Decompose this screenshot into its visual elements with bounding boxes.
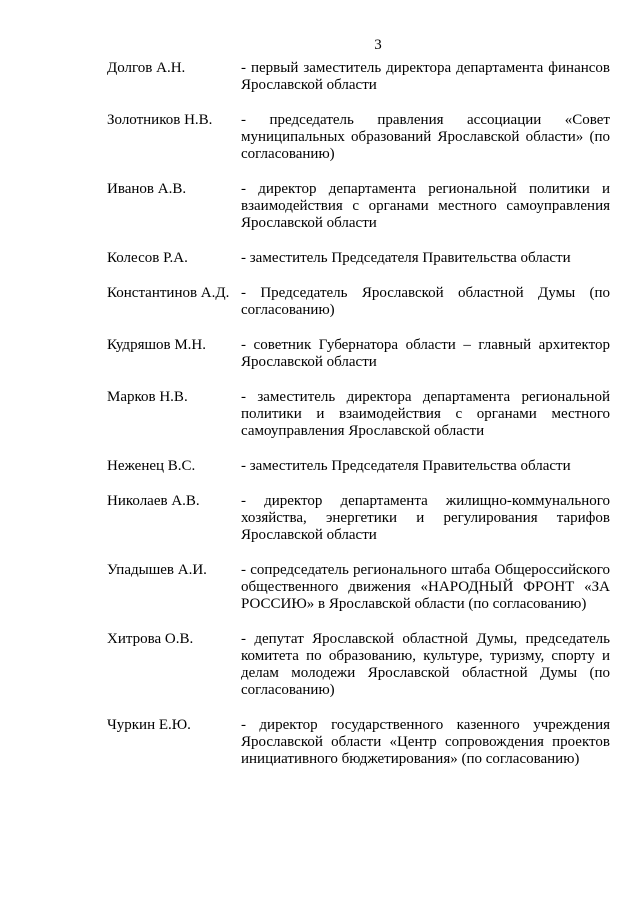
member-row xyxy=(107,562,610,613)
member-role: - директор департамента региональной политики и взаимодействия с органами местного самоуправления Ярославской области xyxy=(241,181,610,231)
member-role: - депутат Ярославской областной Думы, председатель комитета по образованию, культуре, туризму, спорту и делам молодежи Ярославской областной Думы (по согласованию) xyxy=(241,631,610,698)
member-row xyxy=(107,631,610,699)
member-role: - Председатель Ярославской областной Думы (по согласованию) xyxy=(241,285,610,318)
member-role: - заместитель Председателя Правительства области xyxy=(241,250,571,266)
member-row xyxy=(107,112,610,163)
member-name: Упадышев А.И. xyxy=(107,562,207,578)
member-name: Неженец В.С. xyxy=(107,458,196,474)
member-name: Долгов А.Н. xyxy=(107,60,186,76)
member-role: - заместитель директора департамента региональной политики и взаимодействия с органами местного самоуправления Ярославской области xyxy=(241,389,610,439)
member-role: - сопредседатель регионального штаба Общероссийского общественного движения «НАРОДНЫЙ ФРОНТ «ЗА РОССИЮ» в Ярославской области (по согласованию) xyxy=(241,562,610,612)
member-row xyxy=(107,493,610,544)
member-name: Золотников Н.В. xyxy=(107,112,213,128)
member-name: Марков Н.В. xyxy=(107,389,188,405)
member-name: Хитрова О.В. xyxy=(107,631,194,647)
member-role: - директор департамента жилищно-коммунального хозяйства, энергетики и регулирования тарифов Ярославской области xyxy=(241,493,610,543)
member-row xyxy=(107,250,610,267)
member-name: Кудряшов М.Н. xyxy=(107,337,207,353)
member-name: Чуркин Е.Ю. xyxy=(107,717,191,733)
member-row xyxy=(107,60,610,94)
member-name: Николаев А.В. xyxy=(107,493,200,509)
member-row xyxy=(107,458,610,475)
member-role: - директор государственного казенного учреждения Ярославской области «Центр сопровождения проектов инициативного бюджетирования» (по согласованию) xyxy=(241,717,610,767)
member-role: - председатель правления ассоциации «Совет муниципальных образований Ярославской области» (по согласованию) xyxy=(241,112,610,162)
member-role: - заместитель Председателя Правительства области xyxy=(241,458,571,474)
members-list xyxy=(107,60,610,786)
member-row xyxy=(107,337,610,371)
page-number: 3 xyxy=(374,37,382,53)
member-role: - первый заместитель директора департамента финансов Ярославской области xyxy=(241,60,610,93)
member-name: Иванов А.В. xyxy=(107,181,187,197)
member-name: Константинов А.Д. xyxy=(107,285,230,301)
member-name: Колесов Р.А. xyxy=(107,250,188,266)
member-row xyxy=(107,389,610,440)
member-row xyxy=(107,717,610,768)
member-row xyxy=(107,181,610,232)
member-row xyxy=(107,285,610,319)
member-role: - советник Губернатора области – главный архитектор Ярославской области xyxy=(241,337,610,370)
